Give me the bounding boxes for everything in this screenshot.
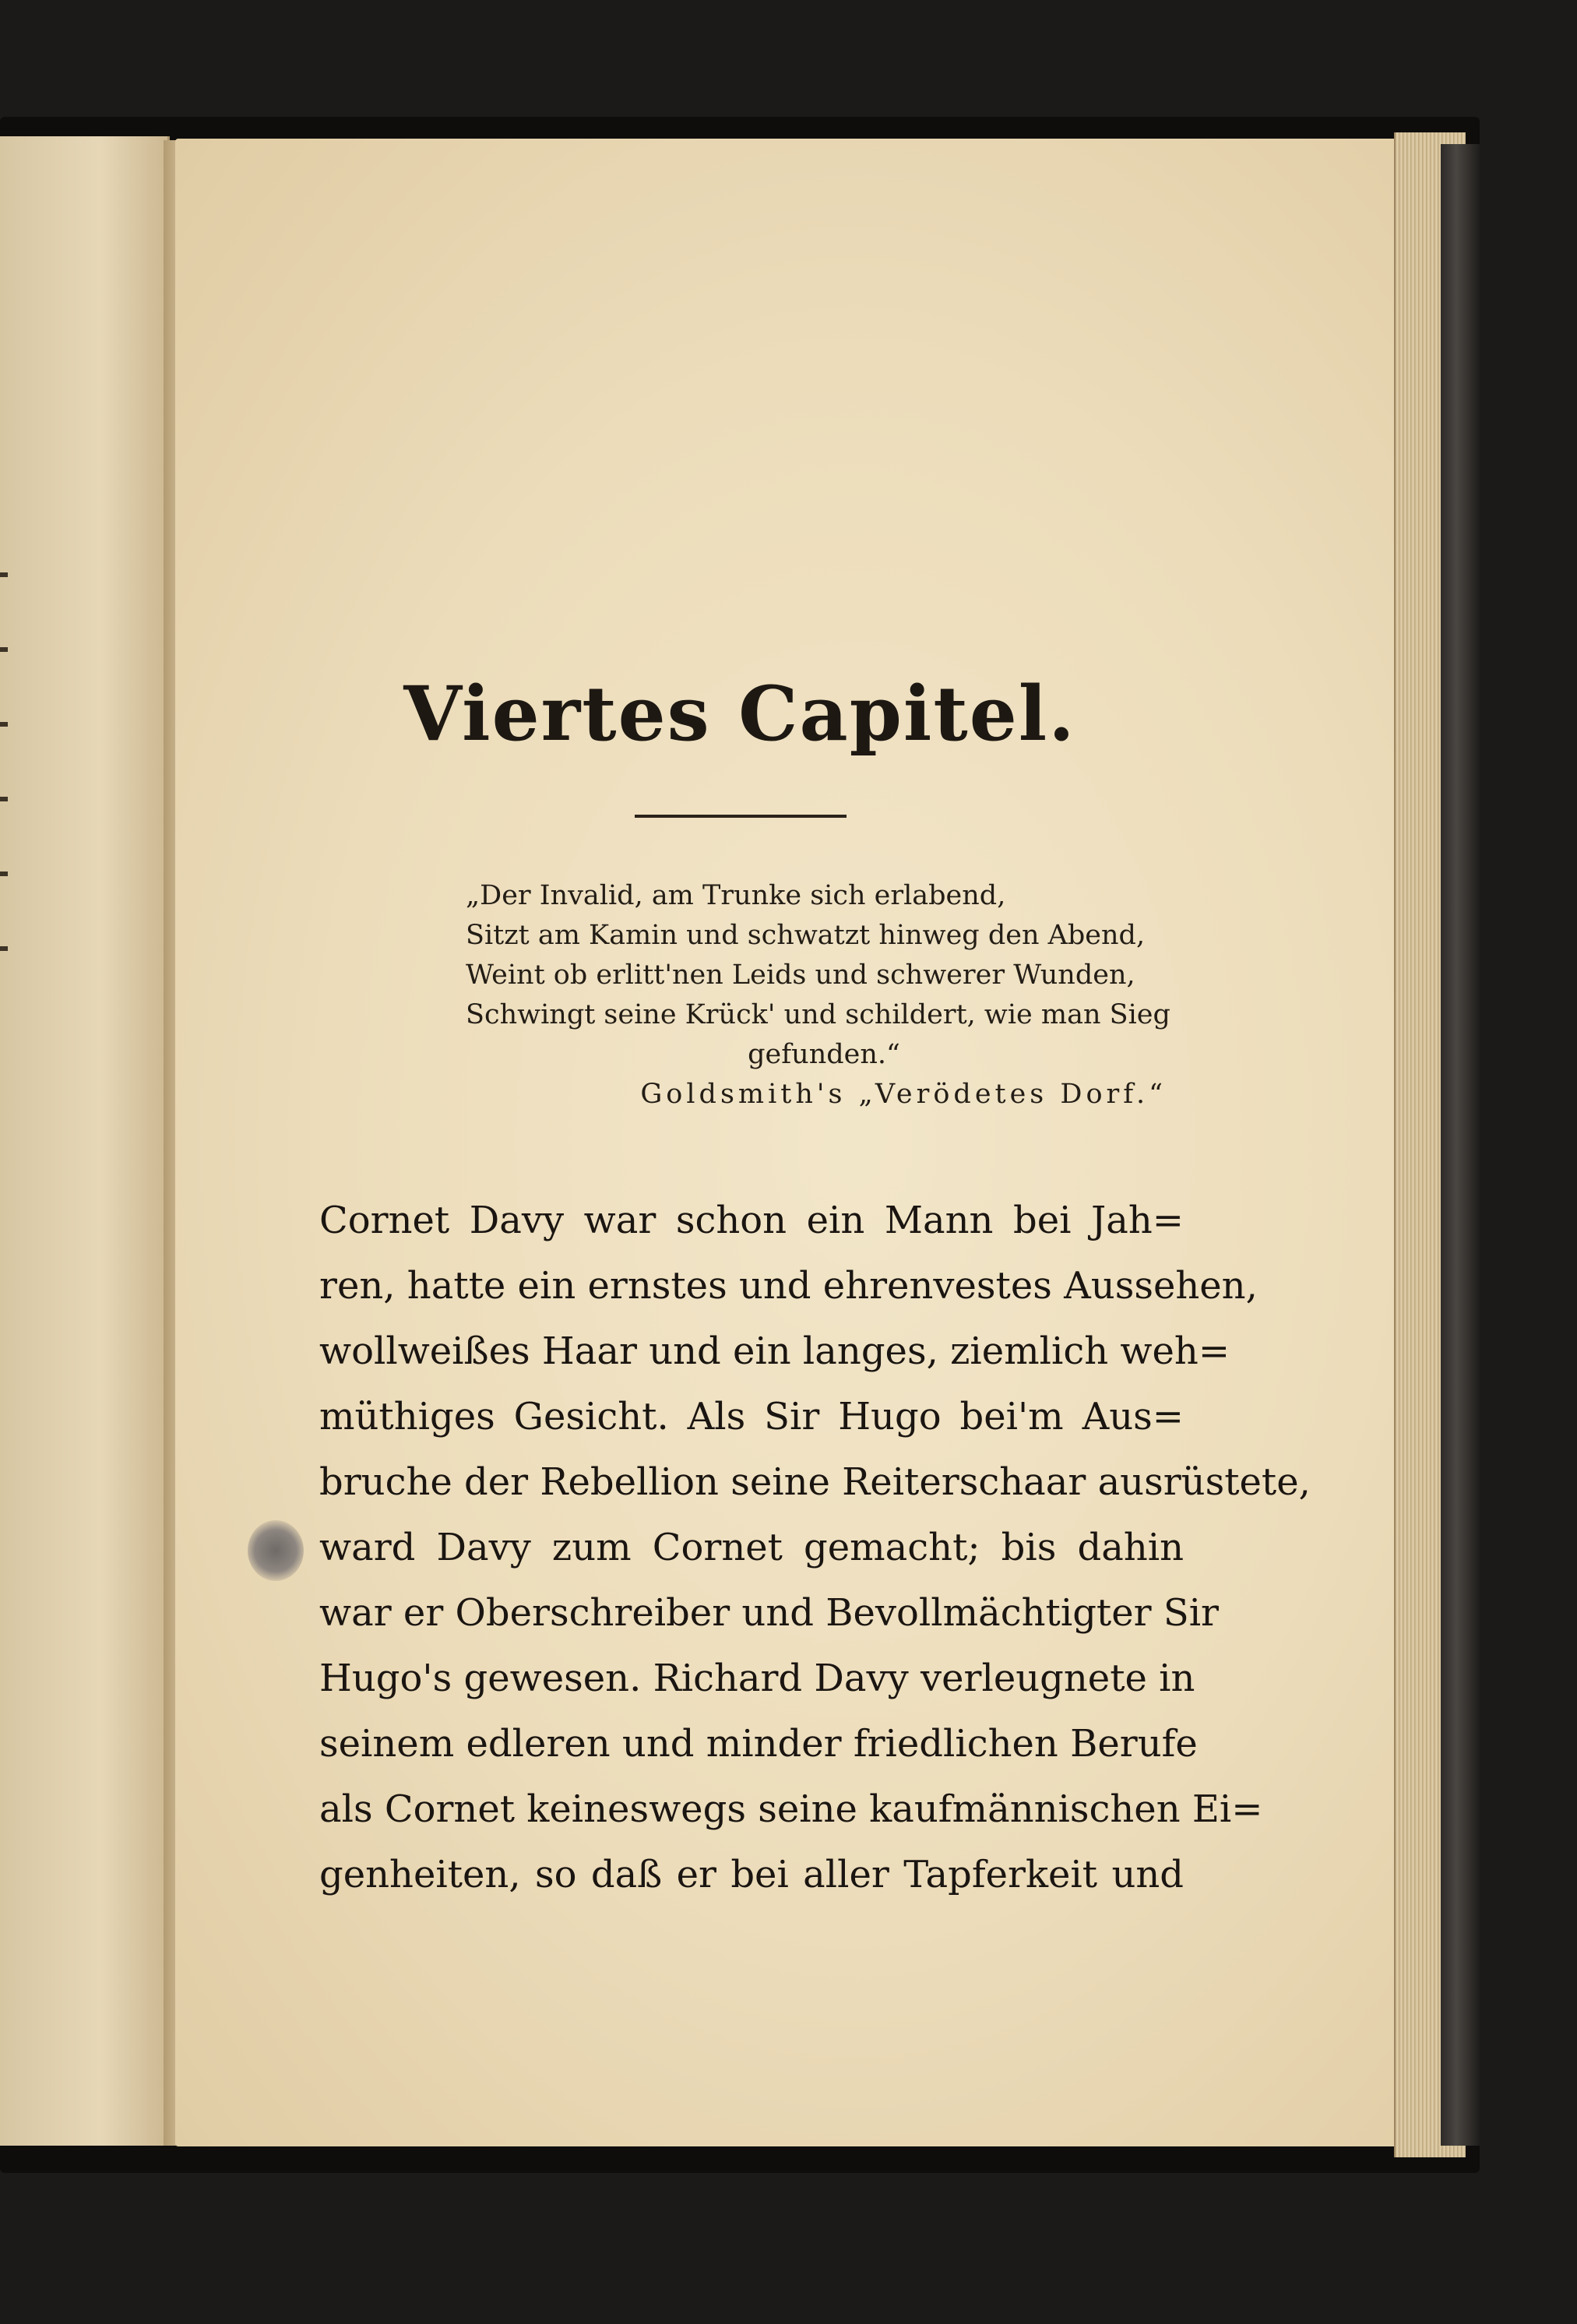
paper-stain [248,1520,304,1581]
epigraph [466,876,1182,1114]
body-line: war er Oberschreiber und Bevollmächtigter Sir [319,1591,1219,1635]
left-page [0,136,170,2146]
body-line: wollweißes Haar und ein langes, ziemlich weh= [319,1329,1230,1373]
body-line: als Cornet keineswegs seine kaufmännischen Ei= [319,1787,1263,1831]
left-page-edge-marks [0,572,16,1040]
title-rule [635,815,847,818]
body-line: ren, hatte ein ernstes und ehrenvestes Aussehen, [319,1264,1258,1308]
body-line: müthiges Gesicht. Als Sir Hugo bei'm Aus= [319,1395,1184,1438]
body-line: seinem edleren und minder friedlichen Berufe [319,1722,1198,1766]
epigraph-line: „Der Invalid, am Trunke sich erlabend, [466,880,1006,911]
epigraph-line: Sitzt am Kamin und schwatzt hinweg den Abend, [466,920,1146,951]
epigraph-line: gefunden.“ [748,1039,900,1070]
body-line: bruche der Rebellion seine Reiterschaar ausrüstete, [319,1460,1311,1504]
epigraph-attribution: Goldsmith's „Verödetes Dorf.“ [640,1079,1167,1110]
body-line: ward Davy zum Cornet gemacht; bis dahin [319,1526,1184,1569]
body-line: genheiten, so daß er bei aller Tapferkeit und [319,1853,1184,1896]
body-line: Hugo's gewesen. Richard Davy verleugnete in [319,1657,1195,1700]
epigraph-line: Schwingt seine Krück' und schildert, wie man Sieg [466,999,1170,1030]
epigraph-line: Weint ob erlitt'nen Leids und schwerer Wunden, [466,960,1135,991]
body-line: Cornet Davy war schon ein Mann bei Jah= [319,1199,1184,1242]
body-text [319,1188,1311,1907]
chapter-title: Viertes Capitel. [403,670,1076,758]
book-cover-edge [1441,144,1480,2146]
